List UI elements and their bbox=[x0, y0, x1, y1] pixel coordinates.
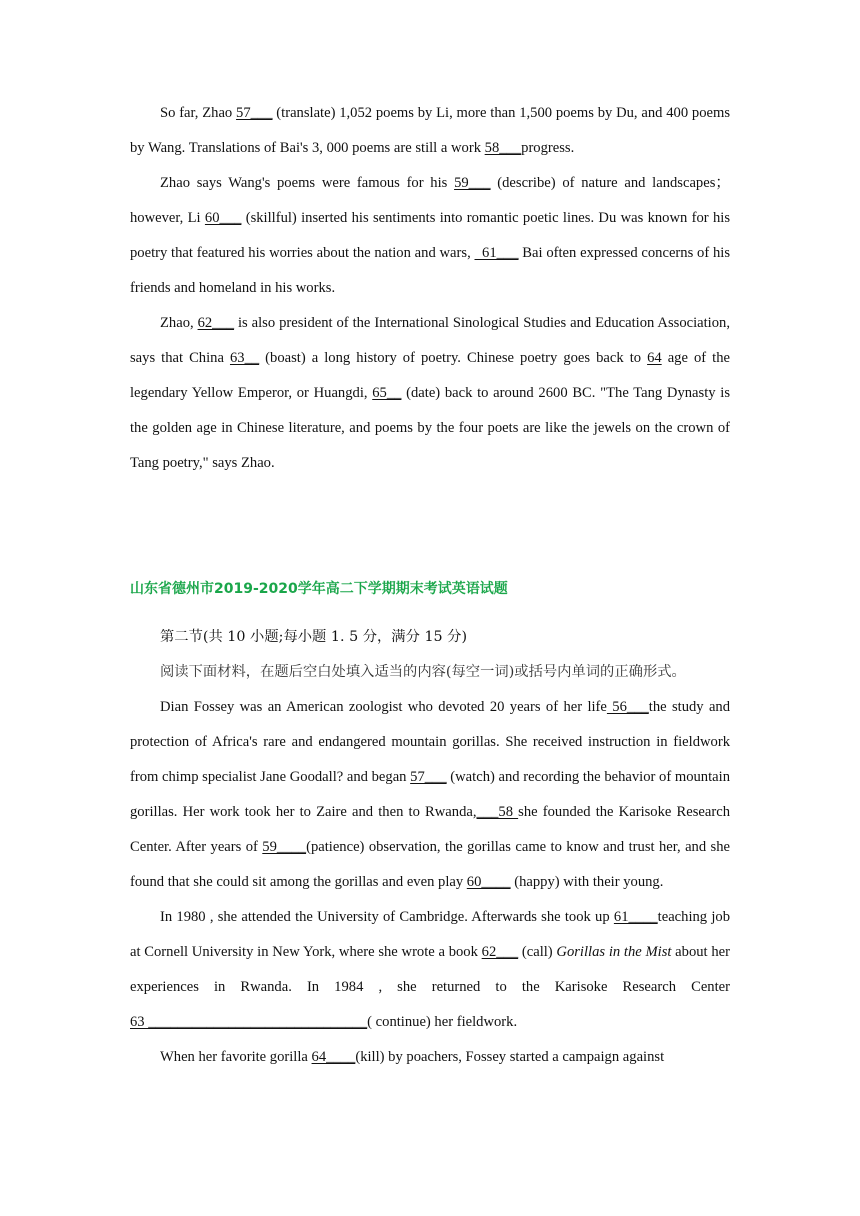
blank-63: 63 ______________________________ bbox=[130, 1014, 368, 1030]
paragraph bbox=[130, 166, 730, 306]
text: (patience) observation, the gorillas came to know and trust her, and she found that she could sit among the gorillas and even play bbox=[130, 839, 730, 890]
paragraph bbox=[130, 1040, 730, 1075]
blank-56: 56___ bbox=[606, 699, 649, 715]
blank-60: 60___ bbox=[204, 210, 242, 226]
text: (describe) of nature and landscapes；however, Li bbox=[130, 175, 730, 226]
blank-65: 65__ bbox=[372, 385, 402, 401]
text: she founded the Karisoke Research Center. After years of bbox=[130, 804, 730, 855]
text: about her experiences in Rwanda. In 1984 , she returned to the Karisoke Research Center bbox=[130, 944, 730, 995]
blank-59: 59____ bbox=[262, 839, 307, 855]
text: progress. bbox=[521, 140, 575, 156]
passage-1 bbox=[130, 96, 730, 481]
blank-59: 59___ bbox=[454, 175, 491, 191]
text: In 1980 , she attended the University of Cambridge. Afterwards she took up bbox=[160, 909, 614, 925]
text: (happy) with their young. bbox=[510, 874, 664, 890]
blank-61: 61___ bbox=[474, 245, 519, 261]
text: the study and protection of Africa's rare and endangered mountain gorillas. She received instruction in fieldwork from chimp specialist Jane Goodall? and began bbox=[130, 699, 731, 785]
text: Bai often expressed concerns of his friends and homeland in his works. bbox=[130, 245, 731, 296]
text: is also president of the International Sinological Studies and Education Association, says that China bbox=[130, 315, 730, 366]
paragraph bbox=[130, 306, 730, 481]
blank-62: 62___ bbox=[481, 944, 519, 960]
exam-heading: 山东省德州市2019-2020学年高二下学期期末考试英语试题 bbox=[130, 581, 508, 597]
text: (date) back to around 2600 BC. "The Tang Dynasty is the golden age in Chinese literature, and poems by the four poets are like the jewels on the crown of Tang poetry," says Zhao. bbox=[130, 385, 730, 471]
text: When her favorite gorilla bbox=[160, 1049, 312, 1065]
blank-63: 63__ bbox=[229, 350, 260, 366]
text: So far, Zhao bbox=[160, 105, 237, 121]
paragraph bbox=[130, 690, 730, 900]
blank-57: 57___ bbox=[236, 105, 273, 121]
blank-58: ___58 bbox=[476, 804, 519, 820]
blank-64: 64____ bbox=[311, 1049, 356, 1065]
passage-2 bbox=[130, 620, 730, 1075]
text: (kill) by poachers, Fossey started a campaign against bbox=[355, 1049, 665, 1065]
blank-62: 62___ bbox=[197, 315, 235, 331]
text: (watch) and recording the behavior of mountain gorillas. Her work took her to Zaire and then to Rwanda, bbox=[130, 769, 730, 820]
text: teaching job at Cornell University in New York, where she wrote a book bbox=[130, 909, 730, 960]
book-title: Gorillas in the Mist bbox=[556, 944, 672, 960]
instructions: 阅读下面材料，在题后空白处填入适当的内容(每空一词)或括号内单词的正确形式。 bbox=[160, 664, 686, 680]
text: Zhao says Wang's poems were famous for his bbox=[160, 175, 455, 191]
text: (boast) a long history of poetry. Chinese poetry goes back to bbox=[259, 350, 648, 366]
blank-57: 57___ bbox=[410, 769, 447, 785]
blank-64: 64 bbox=[647, 350, 662, 366]
blank-60: 60____ bbox=[466, 874, 511, 890]
text: (call) bbox=[518, 944, 557, 960]
text: Zhao, bbox=[160, 315, 198, 331]
paragraph bbox=[130, 900, 730, 1040]
blank-61: 61____ bbox=[613, 909, 658, 925]
paragraph bbox=[130, 96, 730, 166]
text: (skillful) inserted his sentiments into romantic poetic lines. Du was known for his poetry that featured his worries about the nation and wars, bbox=[130, 210, 730, 261]
text: ( continue) her fieldwork. bbox=[367, 1014, 518, 1030]
text: (translate) 1,052 poems by Li, more than 1,500 poems by Du, and 400 poems by Wang. Translations of Bai's 3, 000 poems are still a work bbox=[130, 105, 731, 156]
text: Dian Fossey was an American zoologist who devoted 20 years of her life bbox=[160, 699, 607, 715]
section-title: 第二节(共 10 小题;每小题 1. 5 分，满分 15 分) bbox=[160, 629, 468, 645]
blank-58: 58___ bbox=[484, 140, 522, 156]
text: age of the legendary Yellow Emperor, or Huangdi, bbox=[130, 350, 730, 401]
